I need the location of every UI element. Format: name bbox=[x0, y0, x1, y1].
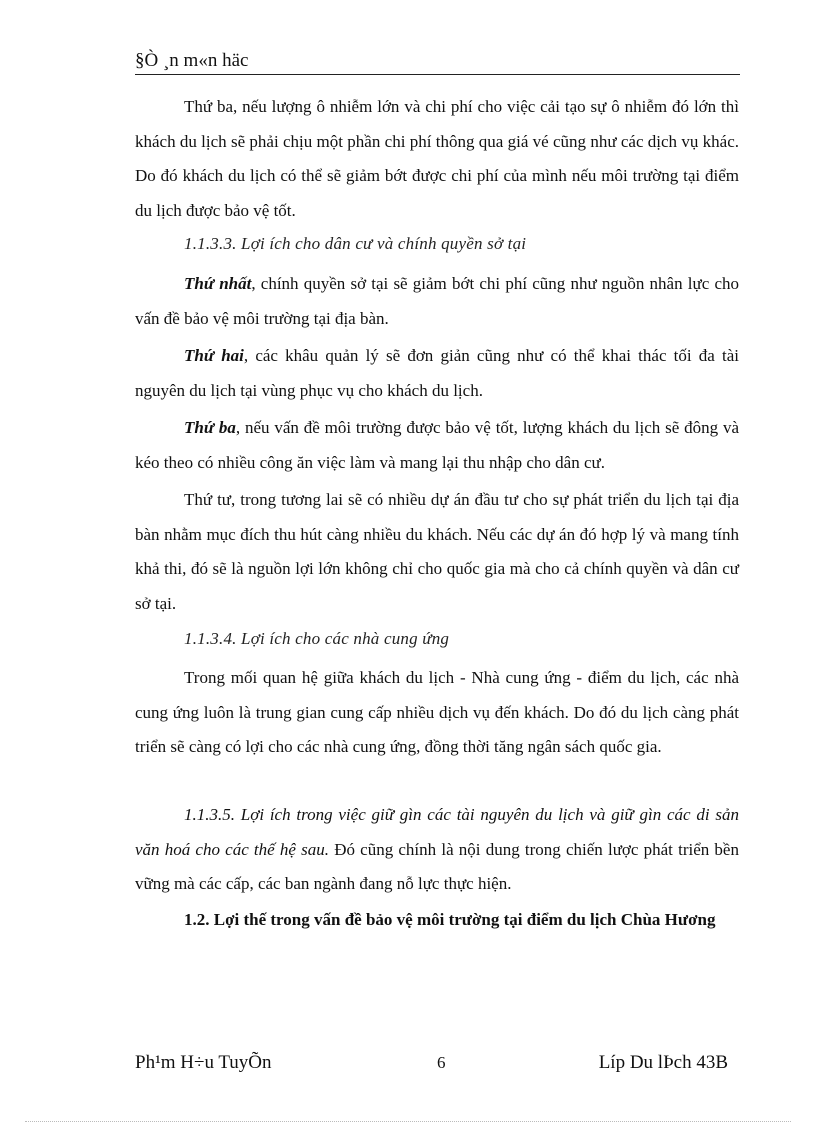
lead-thu-nhat: Thứ nhất bbox=[184, 274, 252, 293]
paragraph-1-1-3-5 bbox=[135, 798, 739, 902]
page-edge-divider bbox=[25, 1121, 791, 1122]
footer-class: Líp Du lÞch 43B bbox=[598, 1052, 728, 1073]
section-heading-1-2: 1.2. Lợi thế trong vấn đề bảo vệ môi trường tại điểm du lịch Chùa Hương bbox=[184, 910, 716, 929]
paragraph-thu-hai-text: , các khâu quản lý sẽ đơn giản cũng như có thể khai thác tối đa tài nguyên du lịch tại vùng phục vụ cho khách du lịch. bbox=[135, 346, 740, 400]
paragraph-thu-nhat-text: , chính quyền sở tại sẽ giảm bớt chi phí cũng như nguồn nhân lực cho vấn đề bảo vệ môi trường tại địa bàn. bbox=[135, 274, 739, 328]
subheading-1-1-3-3: 1.1.3.3. Lợi ích cho dân cư và chính quyền sở tại bbox=[184, 234, 527, 253]
paragraph-thu-ba-text: , nếu vấn đề môi trường được bảo vệ tốt, lượng khách du lịch sẽ đông và kéo theo có nhiều công ăn việc làm và mang lại thu nhập cho dân cư. bbox=[135, 418, 739, 472]
footer-author: Ph¹m H÷u TuyÕn bbox=[135, 1052, 272, 1073]
lead-thu-hai: Thứ hai bbox=[184, 346, 244, 365]
paragraph-1-1-3-5-text: Đó cũng chính là nội dung trong chiến lược phát triển bền vững mà các cấp, các ban ngành đang nỗ lực thực hiện. bbox=[135, 839, 739, 893]
running-header: §Ò ¸n m«n häc bbox=[135, 50, 740, 75]
paragraph-nha-cung-ung: Trong mối quan hệ giữa khách du lịch - Nhà cung ứng - điểm du lịch, các nhà cung ứng luôn là trung gian cung cấp nhiều dịch vụ đến khách. Do đó du lịch càng phát triển sẽ càng có lợi cho các nhà cung ứng, đồng thời tăng ngân sách quốc gia. bbox=[135, 668, 739, 756]
paragraph-thu-hai bbox=[135, 339, 739, 408]
lead-thu-ba: Thứ ba bbox=[184, 418, 236, 437]
paragraph-thu-ba bbox=[135, 411, 739, 480]
paragraph-thu-nhat bbox=[135, 267, 739, 336]
subheading-1-1-3-4: 1.1.3.4. Lợi ích cho các nhà cung ứng bbox=[184, 629, 450, 648]
page-number: 6 bbox=[437, 1053, 446, 1072]
paragraph-thu-ba-intro: Thứ ba, nếu lượng ô nhiễm lớn và chi phí cho việc cải tạo sự ô nhiễm đó lớn thì khách du lịch sẽ phải chịu một phần chi phí thông qua giá vé cũng như các dịch vụ khác. Do đó khách du lịch có thể sẽ giảm bớt được chi phí của mình nếu môi trường tại điểm du lịch được bảo vệ tốt. bbox=[135, 97, 739, 220]
paragraph-thu-tu: Thứ tư, trong tương lai sẽ có nhiều dự án đầu tư cho sự phát triển du lịch tại địa bàn nhằm mục đích thu hút càng nhiều du khách. Nếu các dự án đó hợp lý và mang tính khả thi, đó sẽ là nguồn lợi lớn không chỉ cho quốc gia mà cho cả chính quyền và dân cư sở tại. bbox=[135, 490, 739, 613]
subheading-1-1-3-5: 1.1.3.5. Lợi ích trong việc giữ gìn các tài nguyên du lịch và giữ gìn các di sản văn hoá cho các thế hệ sau. bbox=[135, 805, 739, 859]
